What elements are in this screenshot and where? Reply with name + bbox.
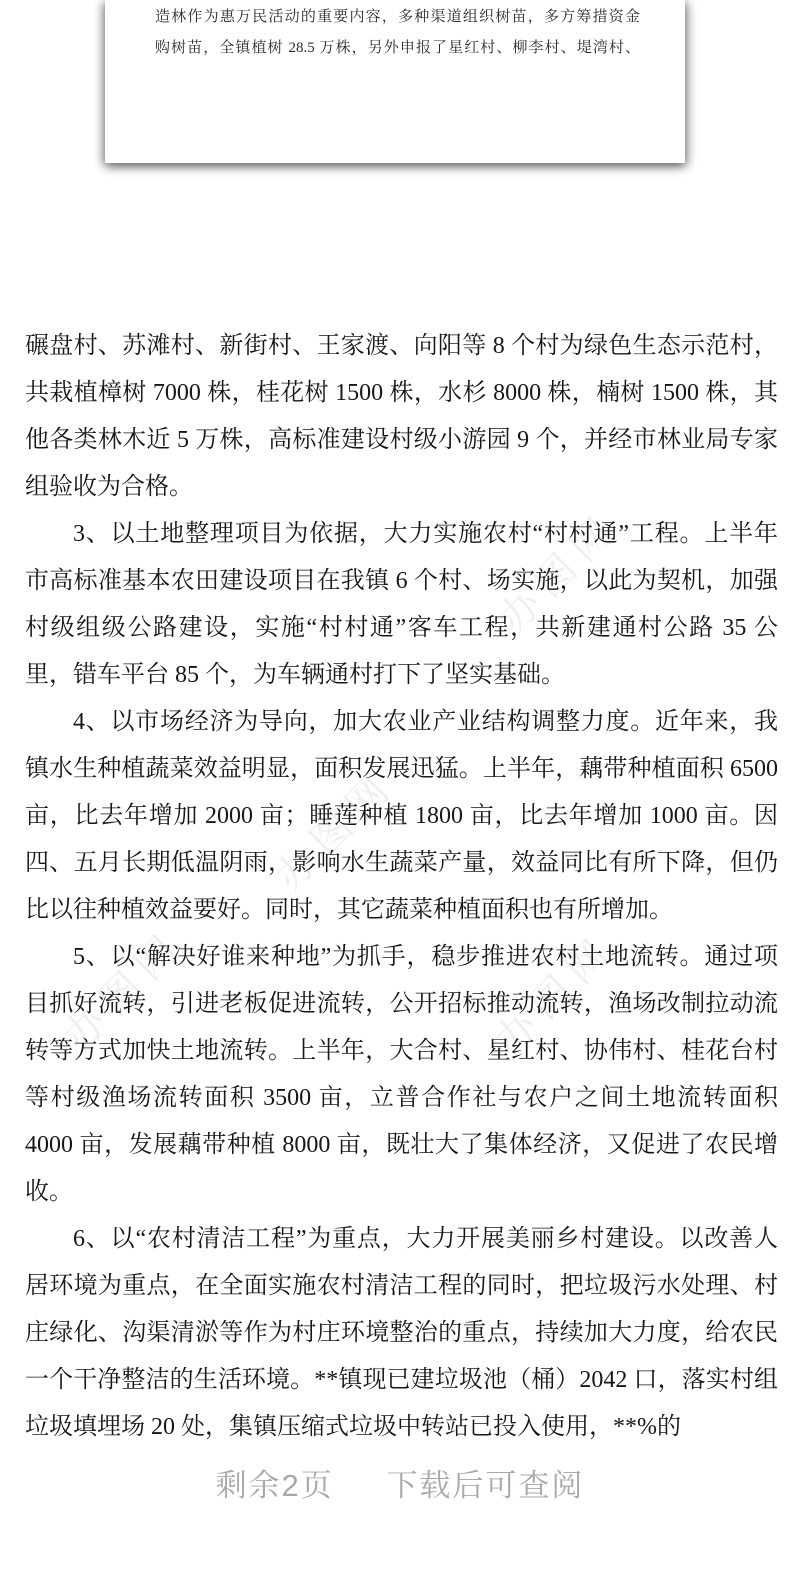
document-body xyxy=(25,323,778,1451)
preview-line: 购树苗，全镇植树 28.5 万株，另外申报了星红村、柳李村、堤湾村、 xyxy=(155,40,640,56)
document-paragraph: 5、以“解决好谁来种地”为抓手，稳步推进农村土地流转。通过项目抓好流转，引进老板促进流转，公开招标推动流转，渔场改制拉动流转等方式加快土地流转。上半年，大合村、星红村、协伟村、桂花台村等村级渔场流转面积 3500 亩，立普合作社与农户之间土地流转面积 4000 亩，发展藕带种植 8000 亩，既壮大了集体经济，又促进了农民增收。 xyxy=(25,944,778,1205)
document-preview-card xyxy=(105,0,685,163)
document-paragraph: 3、以土地整理项目为依据，大力实施农村“村村通”工程。上半年市高标准基本农田建设项目在我镇 6 个村、场实施，以此为契机，加强村级组级公路建设，实施“村村通”客车工程，共新建通村公路 35 公里，错车平台 85 个，为车辆通村打下了坚实基础。 xyxy=(25,521,778,688)
preview-page-text xyxy=(105,0,685,64)
site-watermark: 办图网 xyxy=(486,925,625,1064)
site-watermark: 办图网 xyxy=(490,503,629,642)
preview-footer xyxy=(0,1466,800,1506)
site-watermark: 办图网 xyxy=(266,761,405,900)
preview-line: 造林作为惠万民活动的重要内容，多种渠道组织树苗，多方筹措资金 xyxy=(155,9,640,25)
remaining-pages-label: 剩余2页 xyxy=(215,1468,334,1503)
document-paragraph: 碾盘村、苏滩村、新街村、王家渡、向阳等 8 个村为绿色生态示范村，共栽植樟树 7000 株，桂花树 1500 株，水杉 8000 株，楠树 1500 株，其他各类林木近 5 万株，高标准建设村级小游园 9 个，并经市林业局专家组验收为合格。 xyxy=(25,333,778,500)
site-watermark: 办图网 xyxy=(55,921,194,1060)
document-paragraph: 4、以市场经济为导向，加大农业产业结构调整力度。近年来，我镇水生种植蔬菜效益明显，面积发展迅猛。上半年，藕带种植面积 6500 亩，比去年增加 2000 亩；睡莲种植 1800 亩，比去年增加 1000 亩。因四、五月长期低温阴雨，影响水生蔬菜产量，效益同比有所下降，但仍比以往种植效益要好。同时，其它蔬菜种植面积也有所增加。 xyxy=(25,709,778,923)
document-paragraph: 6、以“农村清洁工程”为重点，大力开展美丽乡村建设。以改善人居环境为重点，在全面实施农村清洁工程的同时，把垃圾污水处理、村庄绿化、沟渠清淤等作为村庄环境整治的重点，持续加大力度，给农民一个干净整洁的生活环境。**镇现已建垃圾池（桶）2042 口，落实村组垃圾填埋场 20 处，集镇压缩式垃圾中转站已投入使用，**%的 xyxy=(25,1226,778,1440)
download-hint-label: 下载后可查阅 xyxy=(386,1468,585,1503)
